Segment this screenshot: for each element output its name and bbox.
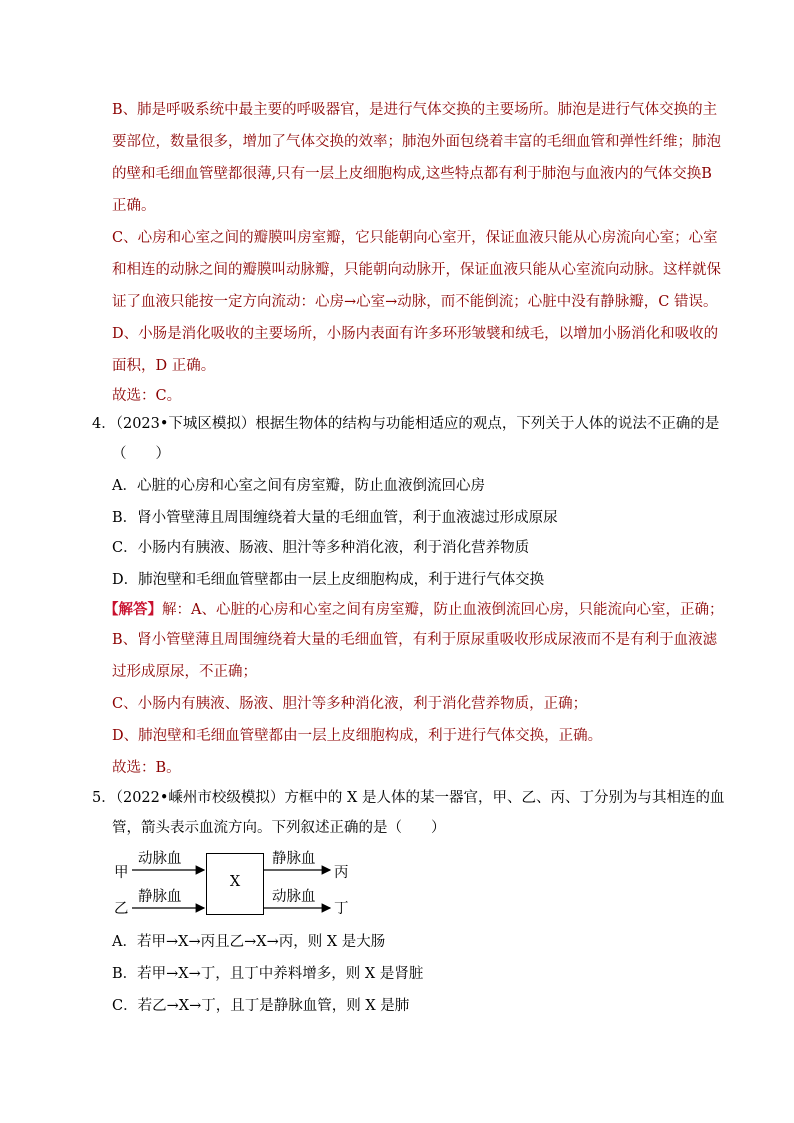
q4-stem-line2: （ ） [112, 446, 170, 462]
q4-solution-line-d: D、肺泡壁和毛细血管壁都由一层上皮细胞构成，利于进行气体交换，正确。 [112, 728, 603, 744]
label-in-bottom-blood: 静脉血 [138, 889, 182, 905]
solution-line-b2: 要部位，数量很多，增加了气体交换的效率；肺泡外面包绕着丰富的毛细血管和弹性纤维；肺泡 [112, 134, 721, 150]
label-out-bottom-blood: 动脉血 [272, 889, 316, 905]
q5-option-a: A．若甲→X→丙且乙→X→丙，则 X 是大肠 [112, 934, 386, 950]
q4-solution-line-c: C、小肠内有胰液、肠液、胆汁等多种消化液，利于消化营养物质，正确； [112, 696, 588, 712]
solution-line-c1: C、心房和心室之间的瓣膜叫房室瓣，它只能朝向心室开，保证血液只能从心房流向心室；心室 [112, 230, 718, 246]
label-out-top-blood: 静脉血 [272, 851, 316, 867]
q4-solution-line-b1: B、肾小管壁薄且周围缠绕着大量的毛细血管，有利于原尿重吸收形成尿液而不是有利于血液滤 [112, 632, 718, 648]
solution-line-b1: B、肺是呼吸系统中最主要的呼吸器官，是进行气体交换的主要场所。肺泡是进行气体交换的主 [112, 102, 718, 118]
q4-solution-a-text: 解：A、心脏的心房和心室之间有房室瓣，防止血液倒流回心房，只能流向心室，正确； [162, 602, 724, 618]
q4-solution-line-a [104, 600, 723, 620]
organ-x-box [206, 853, 264, 915]
q4-option-a: A．心脏的心房和心室之间有房室瓣，防止血液倒流回心房 [112, 478, 485, 494]
vessel-bing: 丙 [334, 865, 349, 881]
q4-solution-line-b2: 过形成原尿，不正确； [112, 664, 257, 680]
solution-line-c3: 证了血液只能按一定方向流动：心房→心室→动脉，而不能倒流；心脏中没有静脉瓣，C 错误。 [112, 294, 718, 310]
solution-tag: 【解答】 [104, 601, 162, 618]
q4-stem-line1: 4．（2023•下城区模拟）根据生物体的结构与功能相适应的观点，下列关于人体的说法不正确的是 [92, 416, 720, 432]
organ-x-label: X [229, 874, 241, 890]
q4-option-c: C．小肠内有胰液、肠液、胆汁等多种消化液，利于消化营养物质 [112, 540, 530, 556]
q4-option-d: D．肺泡壁和毛细血管壁都由一层上皮细胞构成，利于进行气体交换 [112, 572, 545, 588]
vessel-ding: 丁 [334, 901, 349, 917]
q5-stem-line2: 管，箭头表示血流方向。下列叙述正确的是（ ） [112, 820, 446, 836]
vessel-jia: 甲 [114, 865, 129, 881]
q5-option-b: B．若甲→X→丁，且丁中养料增多，则 X 是肾脏 [112, 966, 424, 982]
solution-line-b3: 的壁和毛细血管壁都很薄,只有一层上皮细胞构成,这些特点都有利于肺泡与血液内的气体交换B [112, 166, 712, 182]
organ-blood-flow-diagram [112, 848, 362, 923]
q4-solution-answer: 故选：B。 [112, 760, 181, 776]
solution-line-d1: D、小肠是消化吸收的主要场所，小肠内表面有许多环形皱襞和绒毛，以增加小肠消化和吸收的 [112, 326, 719, 342]
solution-line-c2: 和相连的动脉之间的瓣膜叫动脉瓣，只能朝向动脉开，保证血液只能从心室流向动脉。这样就保 [112, 262, 721, 278]
label-in-top-blood: 动脉血 [138, 851, 182, 867]
solution-line-d2: 面积，D 正确。 [112, 358, 216, 374]
solution-line-b4: 正确。 [112, 198, 156, 214]
q4-option-b: B．肾小管壁薄且周围缠绕着大量的毛细血管，利于血液滤过形成原尿 [112, 510, 558, 526]
q5-option-c: C．若乙→X→丁，且丁是静脉血管，则 X 是肺 [112, 998, 410, 1014]
solution-answer: 故选：C。 [112, 388, 182, 404]
q5-stem-line1: 5．（2022•嵊州市校级模拟）方框中的 X 是人体的某一器官，甲、乙、丙、丁分别为与其相连的血 [92, 790, 725, 806]
vessel-yi: 乙 [114, 901, 129, 917]
